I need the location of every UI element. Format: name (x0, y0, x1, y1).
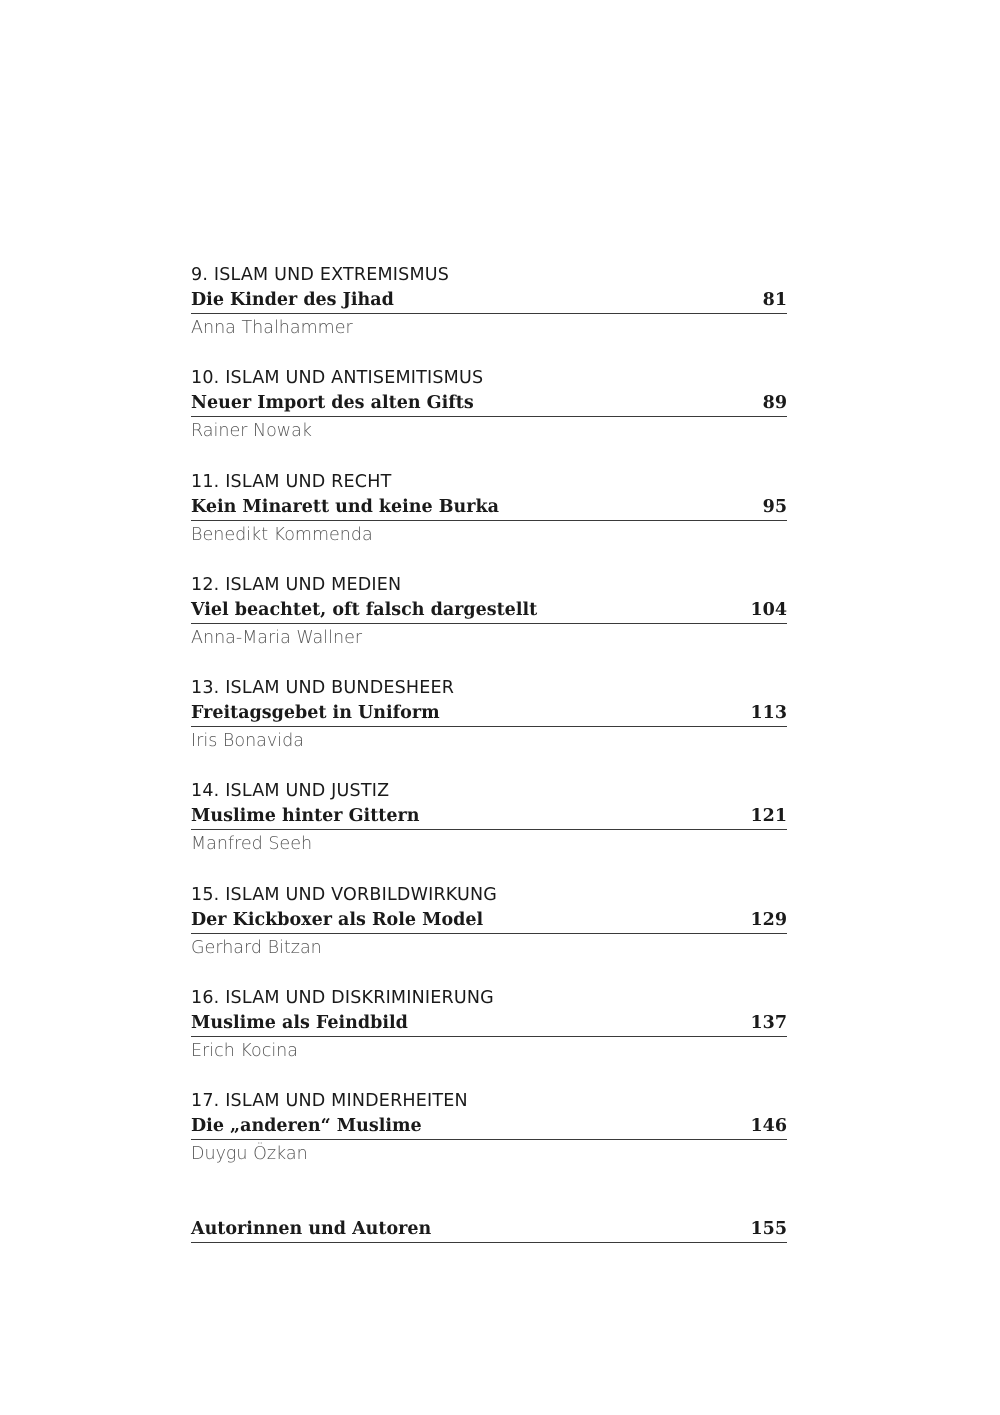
author-name: Erich Kocina (191, 1040, 298, 1061)
toc-entry-10 (191, 365, 787, 468)
table-of-contents (191, 262, 787, 1243)
author-name: Gerhard Bitzan (191, 937, 322, 958)
author-name: Benedikt Kommenda (191, 524, 373, 545)
title-row[interactable] (191, 1011, 787, 1037)
author-name: Anna Thalhammer (191, 318, 353, 338)
page-number: 89 (762, 393, 787, 414)
toc-entry-9 (191, 262, 787, 365)
page-number: 137 (750, 1012, 787, 1033)
chapter-heading: 10. ISLAM UND ANTISEMITISMUS (191, 368, 484, 389)
chapter-title: Der Kickboxer als Role Model (191, 909, 484, 930)
page-number: 104 (750, 599, 787, 620)
toc-entry-13 (191, 675, 787, 778)
title-row[interactable] (191, 701, 787, 727)
chapter-heading: 9. ISLAM UND EXTREMISMUS (191, 265, 450, 285)
title-row[interactable] (191, 908, 787, 934)
chapter-heading: 11. ISLAM UND RECHT (191, 471, 392, 492)
title-row[interactable] (191, 804, 787, 830)
toc-entry-12 (191, 572, 787, 675)
chapter-title: Muslime hinter Gittern (191, 806, 420, 827)
author-name: Anna-Maria Wallner (191, 627, 363, 648)
page-number: 121 (750, 806, 787, 827)
authors-title: Autorinnen und Autoren (191, 1219, 432, 1240)
chapter-heading: 12. ISLAM UND MEDIEN (191, 574, 402, 595)
toc-entry-14 (191, 778, 787, 881)
chapter-title: Kein Minarett und keine Burka (191, 496, 499, 517)
chapter-title: Muslime als Feindbild (191, 1012, 408, 1033)
chapter-heading: 17. ISLAM UND MINDERHEITEN (191, 1091, 468, 1111)
page-number: 146 (750, 1116, 787, 1136)
author-name: Rainer Nowak (191, 421, 312, 442)
page-number: 129 (750, 909, 787, 930)
author-name: Manfred Seeh (191, 834, 313, 855)
author-name: Iris Bonavida (191, 731, 304, 751)
title-row[interactable] (191, 495, 787, 521)
title-row[interactable] (191, 598, 787, 624)
title-row[interactable] (191, 391, 787, 417)
page-number: 155 (750, 1219, 787, 1240)
chapter-heading: 13. ISLAM UND BUNDESHEER (191, 678, 455, 698)
toc-entry-authors (191, 1191, 787, 1243)
chapter-title: Freitagsgebet in Uniform (191, 703, 440, 723)
toc-entry-15 (191, 882, 787, 985)
page-number: 113 (750, 703, 787, 723)
toc-entry-17 (191, 1088, 787, 1191)
chapter-title: Viel beachtet, oft falsch dargestellt (191, 599, 538, 620)
toc-entry-11 (191, 469, 787, 572)
chapter-title: Neuer Import des alten Gifts (191, 393, 474, 414)
title-row[interactable] (191, 1114, 787, 1140)
author-name: Duygu Özkan (191, 1144, 308, 1164)
chapter-title: Die „anderen“ Muslime (191, 1116, 422, 1136)
page-number: 95 (762, 496, 787, 517)
toc-entry-16 (191, 985, 787, 1088)
chapter-heading: 14. ISLAM UND JUSTIZ (191, 781, 390, 802)
page-number: 81 (762, 290, 787, 310)
chapter-heading: 16. ISLAM UND DISKRIMINIERUNG (191, 987, 494, 1008)
chapter-title: Die Kinder des Jihad (191, 290, 394, 310)
title-row[interactable] (191, 288, 787, 314)
chapter-heading: 15. ISLAM UND VORBILDWIRKUNG (191, 884, 498, 905)
title-row[interactable] (191, 1217, 787, 1243)
